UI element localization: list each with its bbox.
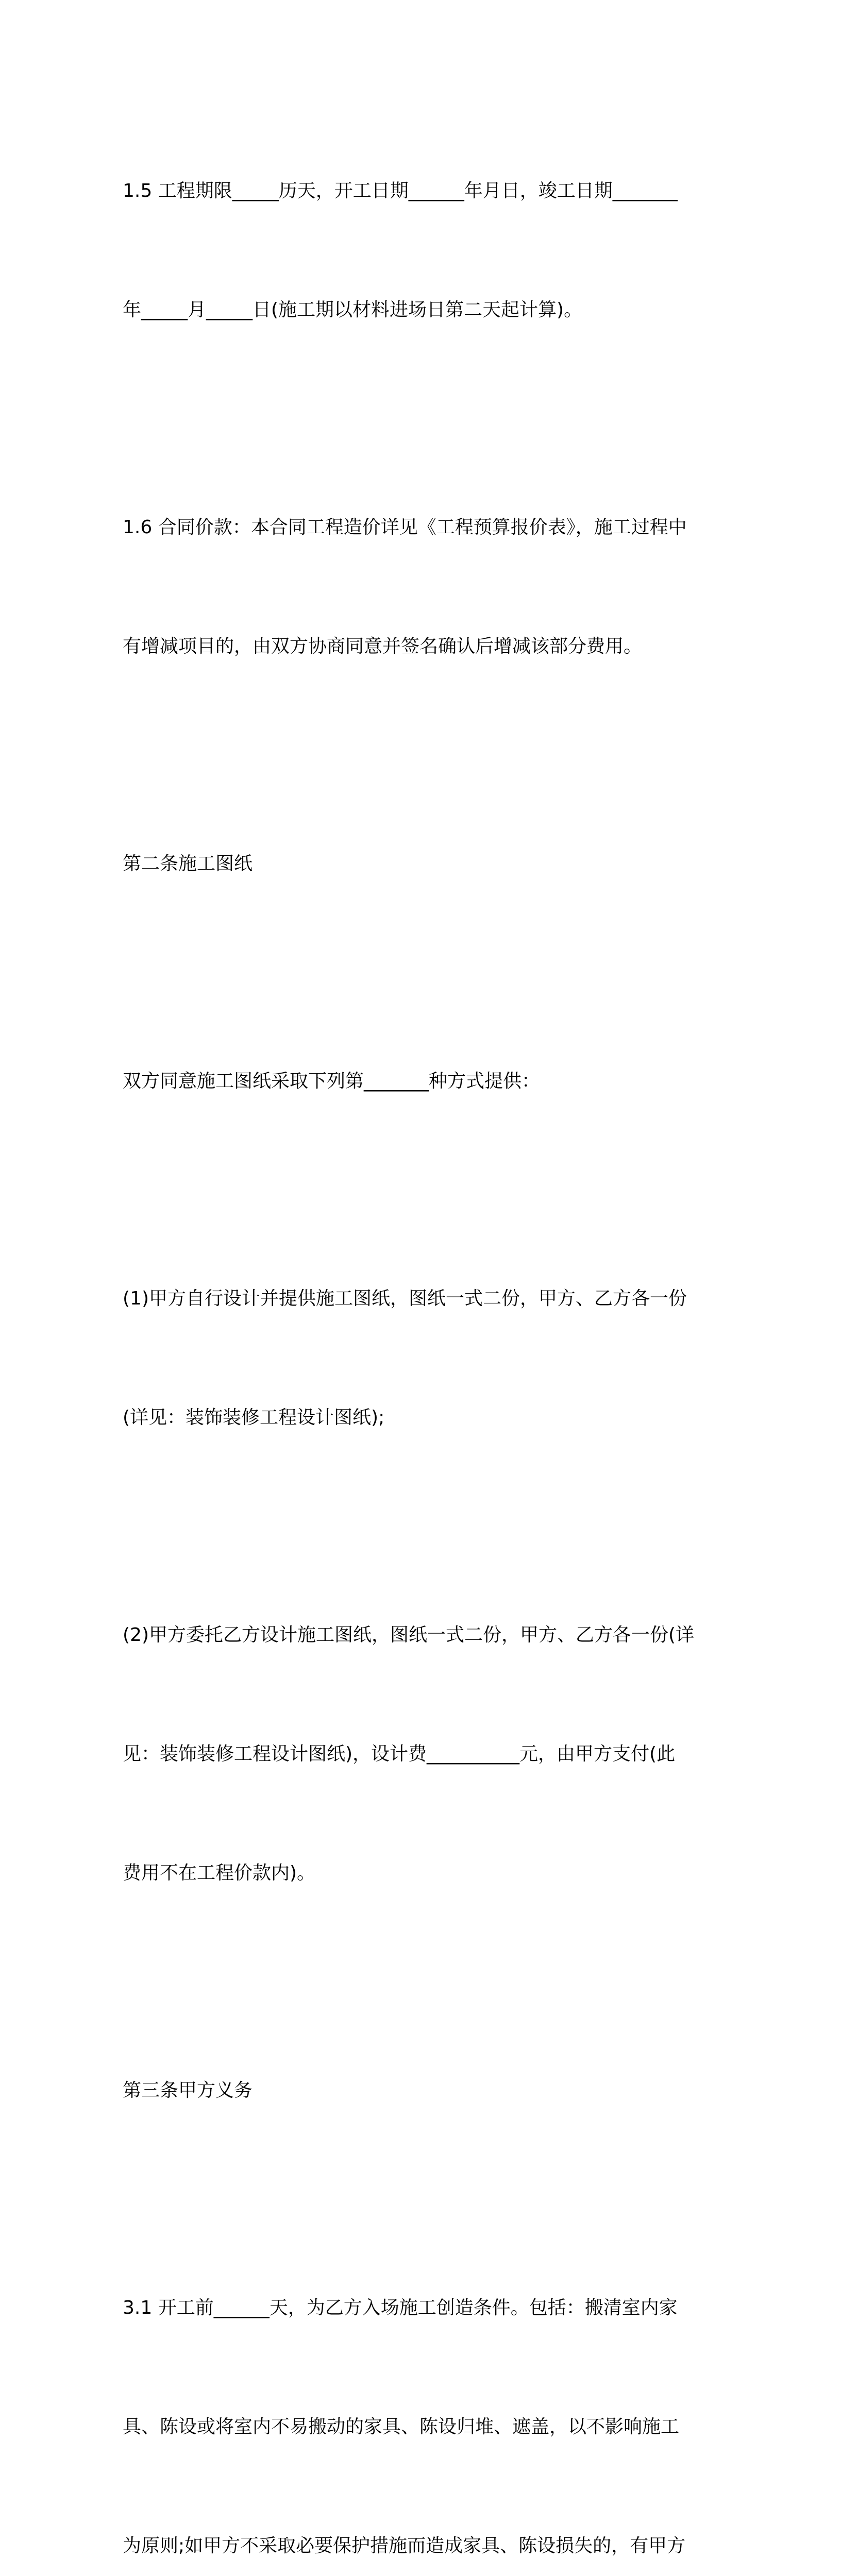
section-heading: 第三条甲方义务 xyxy=(123,2080,253,2101)
text-line: 见：装饰装修工程设计图纸)，设计费__________元，由甲方支付(此 xyxy=(123,1743,676,1765)
text-line: 年_____月_____日(施工期以材料进场日第二天起计算)。 xyxy=(123,299,583,320)
text-line: 具、陈设或将室内不易搬动的家具、陈设归堆、遮盖，以不影响施工 xyxy=(123,2416,680,2437)
document-body xyxy=(123,92,720,2576)
text-line: (2)甲方委托乙方设计施工图纸，图纸一式二份，甲方、乙方各一份(详 xyxy=(123,1624,695,1646)
text-line: 双方同意施工图纸采取下列第_______种方式提供： xyxy=(123,1071,541,1092)
text-line: 1.5 工程期限_____历天，开工日期______年月日，竣工日期_______ xyxy=(123,180,678,201)
clause-3-1 xyxy=(123,2209,720,2576)
text-line: (详见：装饰装修工程设计图纸); xyxy=(123,1407,385,1428)
section-heading: 第二条施工图纸 xyxy=(123,853,253,874)
text-line: 费用不在工程价款内)。 xyxy=(123,1862,316,1884)
article-2-heading xyxy=(123,765,720,963)
clause-1-6 xyxy=(123,428,720,745)
text-line: 有增减项目的，由双方协商同意并签名确认后增减该部分费用。 xyxy=(123,636,643,657)
text-line: (1)甲方自行设计并提供施工图纸，图纸一式二份，甲方、乙方各一份 xyxy=(123,1288,687,1309)
article-2-option-1 xyxy=(123,1199,720,1517)
text-line: 1.6 合同价款：本合同工程造价详见《工程预算报价表》，施工过程中 xyxy=(123,517,687,538)
clause-1-5 xyxy=(123,92,720,409)
text-line: 3.1 开工前______天，为乙方入场施工创造条件。包括：搬清室内家 xyxy=(123,2297,678,2318)
article-2-intro xyxy=(123,982,720,1180)
article-3-heading xyxy=(123,1991,720,2190)
article-2-option-2 xyxy=(123,1536,720,1972)
text-line: 为原则;如甲方不采取必要保护措施而造成家具、陈设损失的，有甲方 xyxy=(123,2535,686,2556)
